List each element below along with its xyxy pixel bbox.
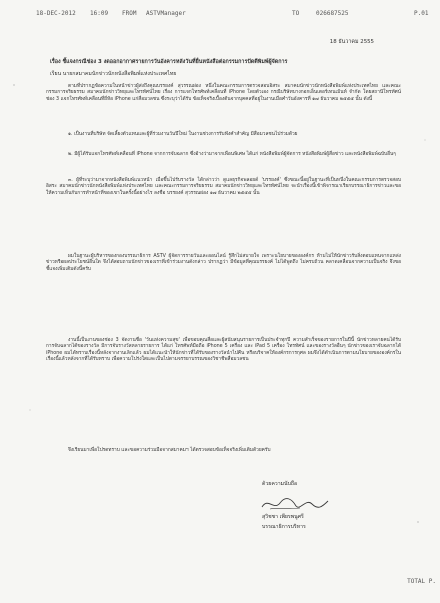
letter-date: 18 ธันวาคม 2555	[329, 39, 374, 45]
paragraph-response	[46, 254, 401, 273]
fax-date: 18-DEC-2012	[36, 10, 76, 17]
paragraph-text: จึงเรียนมาเพื่อโปรดทราบ และขอความร่วมมือจากสมาคมฯ ได้ตรวจสอบข้อเท็จจริงเพิ่มเติมด้วยครับ	[68, 448, 271, 453]
paragraph-text: ๑. เป็นงานที่บริษัท จัดเลี้ยงตัวแทนและผู้ที่ร่วมงานวันปีใหม่ ในงานช่วงการรับฟังคำสำคัญ มีสื่อมวลชนไปร่วมด้วย	[68, 132, 298, 137]
paragraph-details	[46, 338, 401, 364]
fax-to-number: 026687525	[316, 10, 349, 17]
paragraph-text: งานนี้เป็นงานของช่อง 3 จัดงานชื่อ 'วันแห่งความสุข' เพื่อขอบคุณสื่อและผู้สนับสนุนรายการเป็นประจำทุกปี ความสำเร็จของรายการในปีนี้ นักข่าวหลายคนได้รับการจับฉลากได้ของรางวัล มีการจับรางวัลหลายรายการ ได้แก่ โทรศัพท์มือถือ iPhone 5 เครื่อง และ iPad 5 เครื่อง โทรทัศน์ และของรางวัลอื่นๆ นักข่าวของเราจับฉลากได้ iPhone ผมได้ทราบเรื่องนี้หลังจากงานเลิกแล้ว ผมได้แนะนำให้นักข่าวที่ได้รับของรางวัลนำไปคืน หรือบริจาคให้องค์กรการกุศล ผมจึงได้ดำเนินการตามนโยบายขององค์กรในเรื่องนี้แล้วหลังจากที่ได้รับทราบ เพื่อความโปร่งใสและเป็นไปตามจรรยาบรรณของวิชาชีพสื่อมวลชน	[46, 338, 401, 363]
fax-time: 16:09	[90, 10, 109, 17]
paragraph-text: ๓. ผู้ที่ระบุว่ามาจากหนังสือพิมพ์แนวหน้า เมื่อขึ้นไปรับรางวัล ได้กล่าวว่า ดูแลธุรกิจพลอยด์ 'บรรยงค์' ซึ่งขณะนี้อยู่ในฐานะที่เป็นหนึ่งในคณะกรรมการตรวจสอบอิสระ สมาคมนักข่าวนักหนังสือพิมพ์แห่งประเทศไทย และคณะกรรมการจริยธรรม สมาคมนักข่าววิทยุและโทรทัศน์ไทย จะนำเรื่องนี้เข้าพิจารณาเรียกบรรณาธิการข่าวและขอให้ความเห็นกับการทำหน้าที่ของเขาในครั้งนี้อย่างไร ลงชื่อ บรรยงค์ สุวรรณผ่อง ๑๗ ธันวาคม ๒๕๕๕ นั้น	[46, 178, 401, 196]
fax-from-label: FROM	[122, 10, 137, 17]
fax-to-label: TO	[292, 10, 300, 17]
letter-subject: เรื่อง ชี้แจงกรณีช่อง 3 งดออกอากาศรายการวันอังคารหลังวันที่ยื่นหนังสือต่อกรรมการปัดตีพิมพ์ผู้จัดการ	[50, 59, 288, 65]
paragraph-intro	[46, 84, 401, 103]
paragraph-point-3	[46, 178, 401, 197]
signer-title: บรรณาธิการบริหาร	[262, 524, 306, 530]
paragraph-text: ตามที่ปรากฏข้อความในหน้าข่าวผู้ส่งถึงคุณบรรยงค์ สุวรรณผ่อง หนึ่งในคณะกรรมการตรวจสอบอิสระ สมาคมนักข่าวนักหนังสือพิมพ์แห่งประเทศไทย และคณะกรรมการจริยธรรม สมาคมนักข่าววิทยุและโทรทัศน์ไทย เรื่อง การแจกโทรศัพท์เคลื่อนที่ iPhone โดยตัวเอง กรณีบริษัทบางกอกเอ็นเตอร์เทนเม้นท์ จำกัด โดยสถานีโทรทัศน์ ช่อง 3 แจกโทรศัพท์เคลื่อนที่ยี่ห้อ iPhone แก่สื่อมวลชน ซึ่งระบุว่าได้รับ ข้อเท็จจริงเบื้องต้นจากบุคคลที่อยู่ในงานเมื่อคำวันอังคารที่ ๑๗ ธันวาคม ๒๕๕๕ นั้น ดังนี้	[46, 84, 401, 102]
signature-scribble	[260, 495, 330, 513]
letter-closing: ด้วยความนับถือ	[262, 481, 298, 487]
fax-total-pages: TOTAL P.	[407, 578, 436, 585]
fax-header	[0, 0, 440, 18]
paragraph-request	[46, 448, 401, 454]
paragraph-point-1	[46, 132, 401, 138]
paragraph-text: ผมในฐานะผู้บริหารของกองบรรณาธิการ ASTV ผู้จัดการรายวันและออนไลน์ รู้สึกไม่สบายใจ เพราะนโยบายขององค์กร ห้ามไม่ให้นักข่าวรับสิ่งตอบแทนจากแหล่งข่าวหรือผลประโยชน์อื่นใด จึงได้สอบถามนักข่าวของเราที่เข้าร่วมงานดังกล่าว ปรากฏว่า มีข้อมูลที่คุณบรรยงค์ ไม่ได้พูดถึง ไม่ครบถ้วน คลาดเคลื่อนจากความเป็นจริง จึงขอชี้แจงเพิ่มเติมดังนี้ครับ	[46, 254, 401, 272]
letter-document	[40, 28, 410, 568]
signer-name: สุวิชชา เพียรพนูศรี	[262, 514, 304, 520]
fax-from: ASTVManager	[146, 10, 186, 17]
signature-block	[252, 495, 362, 555]
letter-salutation: เรียน นายกสมาคมนักข่าวนักหนังสือพิมพ์แห่งประเทศไทย	[50, 71, 177, 77]
paragraph-text: ๒. มีผู้ได้รับแจกโทรศัพท์เคลื่อนที่ iPhone จากการจับฉลาก ซึ่งอ้างว่ามาจากเพื่อนพิเศษ ได้แก่ หนังสือพิมพ์ผู้จัดการ หนังสือพิมพ์ผู้สื่อข่าว และหนังสือพิมพ์ฉบับอื่นๆ	[68, 152, 396, 157]
fax-page: P.01	[414, 10, 429, 17]
paragraph-point-2	[46, 152, 401, 158]
